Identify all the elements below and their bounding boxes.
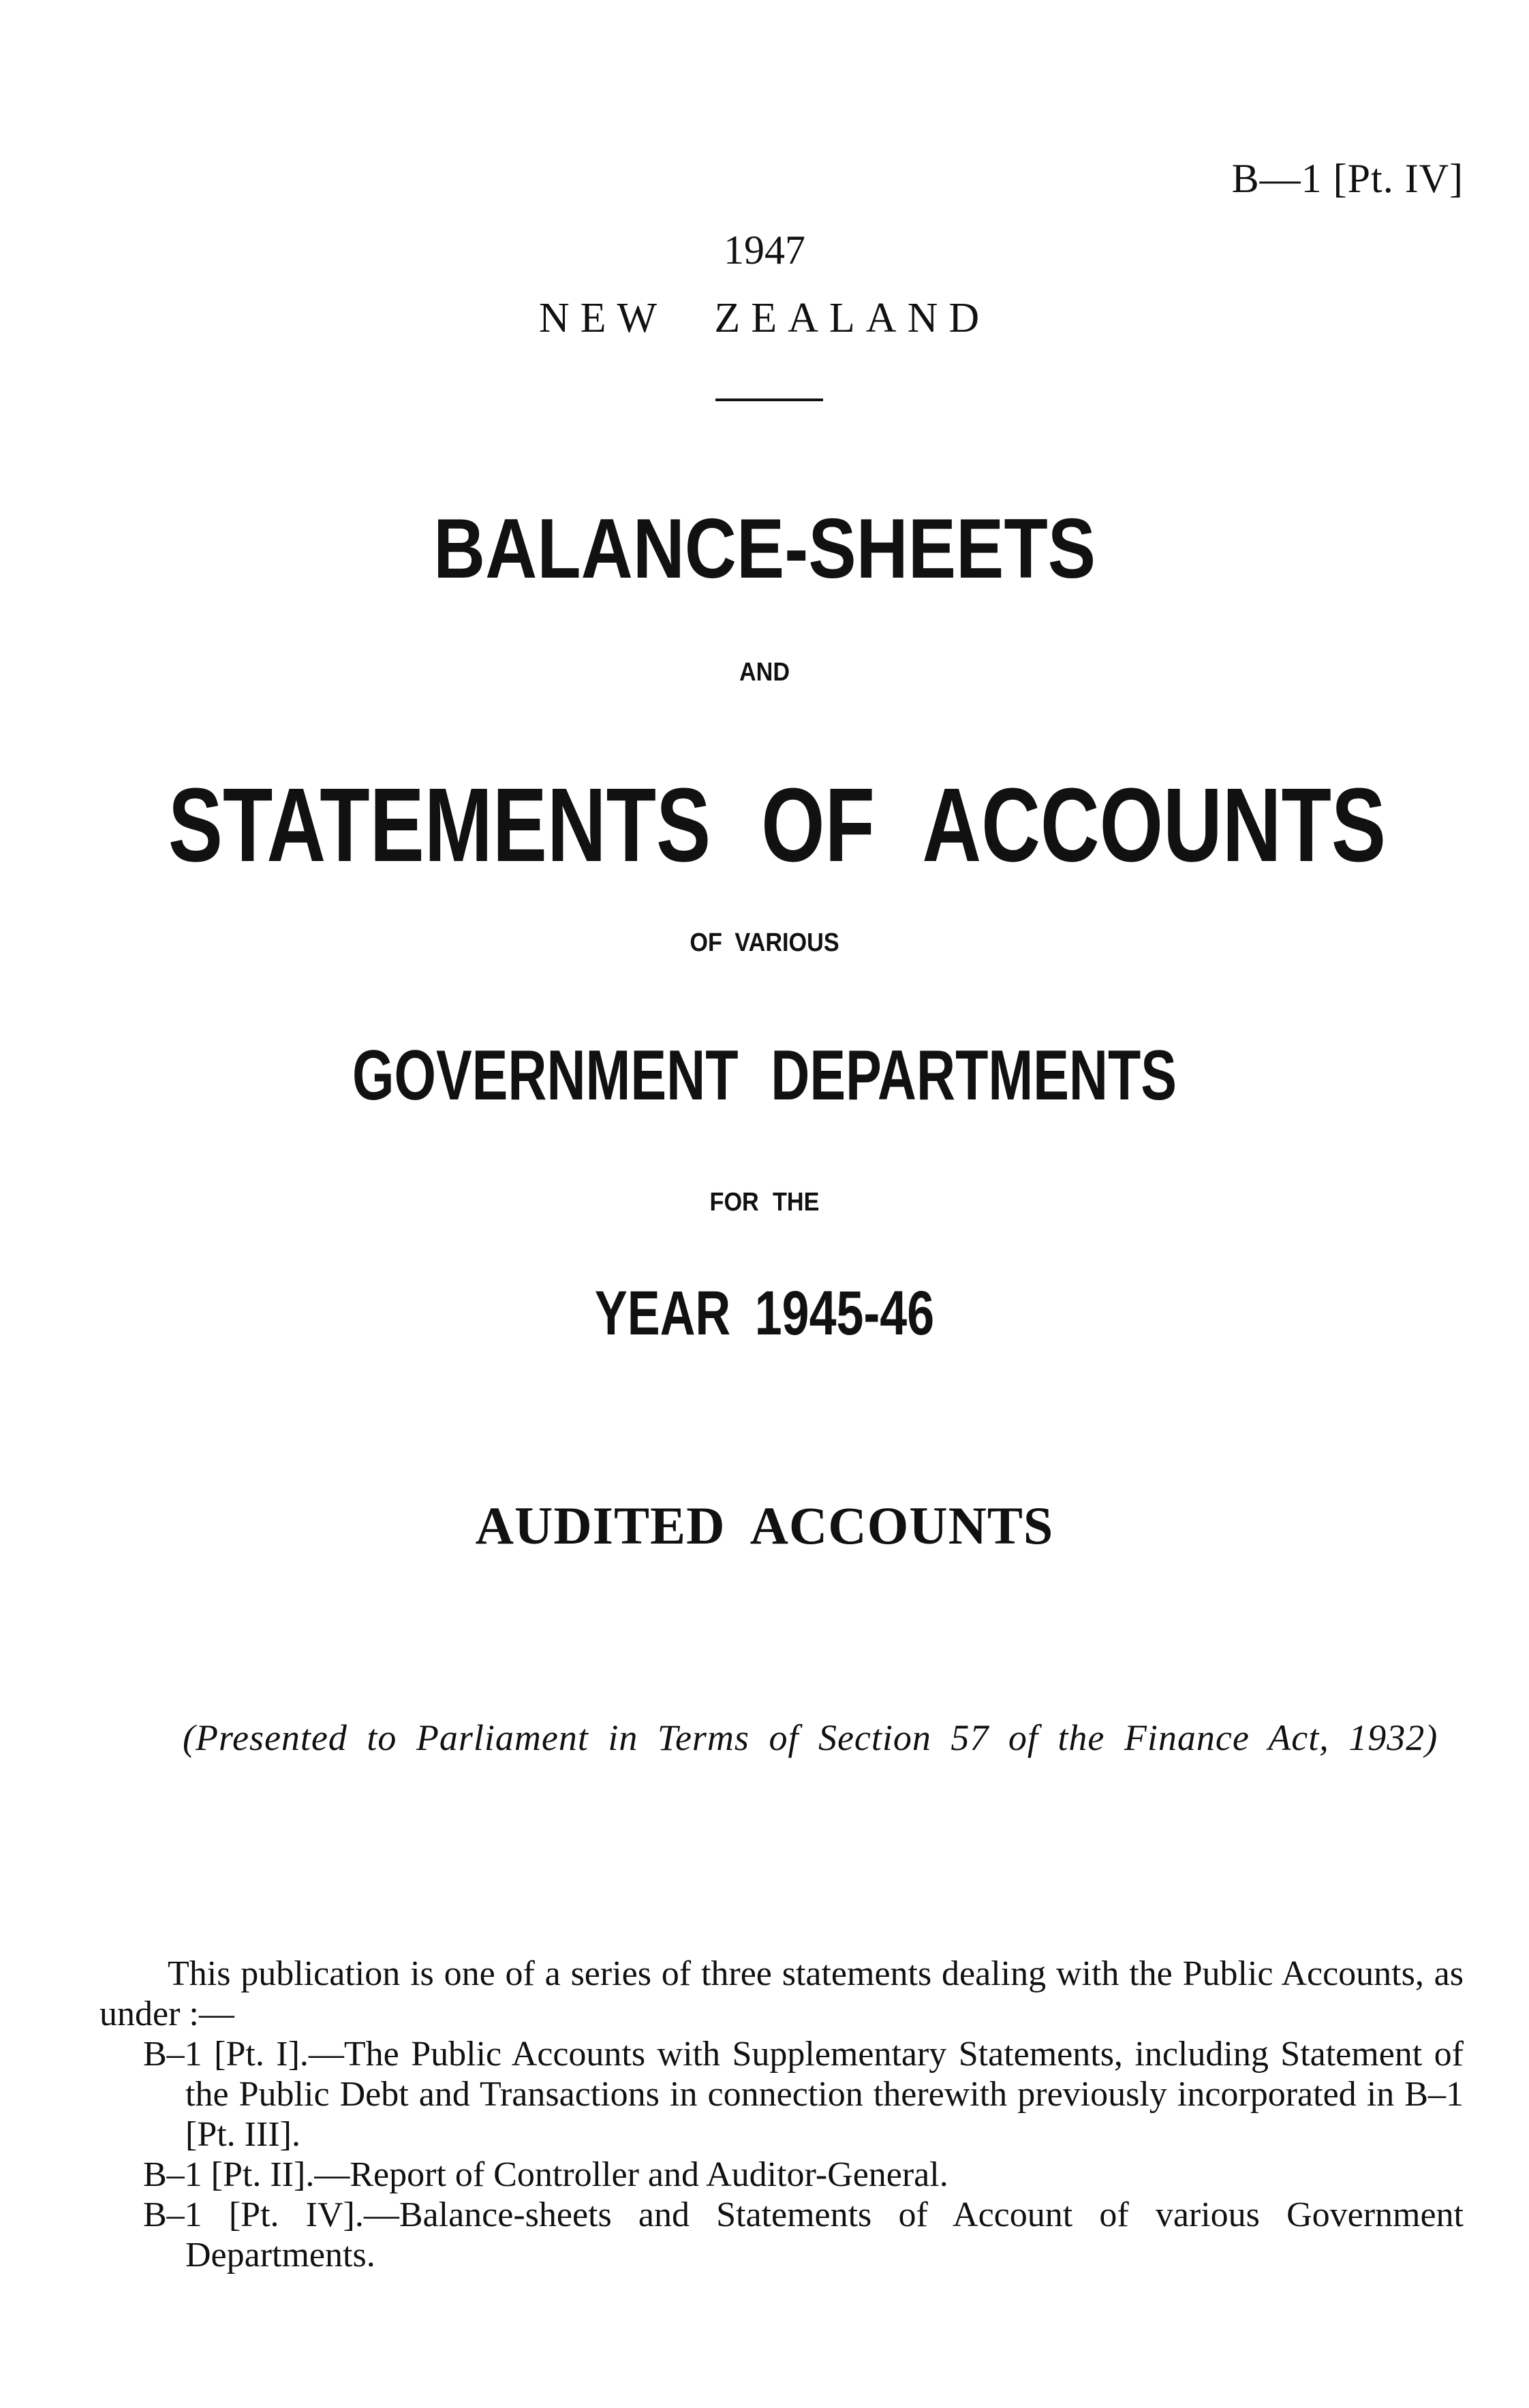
publication-year: 1947 xyxy=(724,228,805,272)
series-item-pt-1: B–1 [Pt. I].—The Public Accounts with Supplementary Statements, including Statement of the Public Debt and Transactions in connection therewith previously incorporated in B–1 [Pt. III]. xyxy=(143,2035,1464,2154)
document-reference: B—1 [Pt. IV] xyxy=(1231,156,1464,201)
title-connector-and: AND xyxy=(739,658,790,687)
presented-note: (Presented to Parliament in Terms of Section 57 of the Finance Act, 1932) xyxy=(183,1717,1438,1758)
financial-year: YEAR 1945-46 xyxy=(594,1279,935,1348)
country-heading: NEW ZEALAND xyxy=(538,295,991,341)
title-government-departments: GOVERNMENT DEPARTMENTS xyxy=(352,1036,1177,1115)
series-list xyxy=(99,2034,1464,2275)
subtitle-for-the: FOR THE xyxy=(709,1188,820,1217)
heading-divider xyxy=(715,398,823,401)
series-item-pt-4: B–1 [Pt. IV].—Balance-sheets and Statements of Account of various Government Departments. xyxy=(143,2195,1464,2274)
series-item-pt-2: B–1 [Pt. II].—Report of Controller and Auditor-General. xyxy=(143,2155,948,2194)
series-description xyxy=(99,1954,1464,2275)
title-balance-sheets: BALANCE-SHEETS xyxy=(433,502,1096,596)
audited-accounts-heading: AUDITED ACCOUNTS xyxy=(475,1496,1054,1555)
subtitle-of-various: OF VARIOUS xyxy=(690,928,839,957)
intro-paragraph: This publication is one of a series of three statements dealing with the Public Accounts, as under :— xyxy=(99,1954,1464,2033)
title-statements-of-accounts: STATEMENTS OF ACCOUNTS xyxy=(168,766,1387,884)
